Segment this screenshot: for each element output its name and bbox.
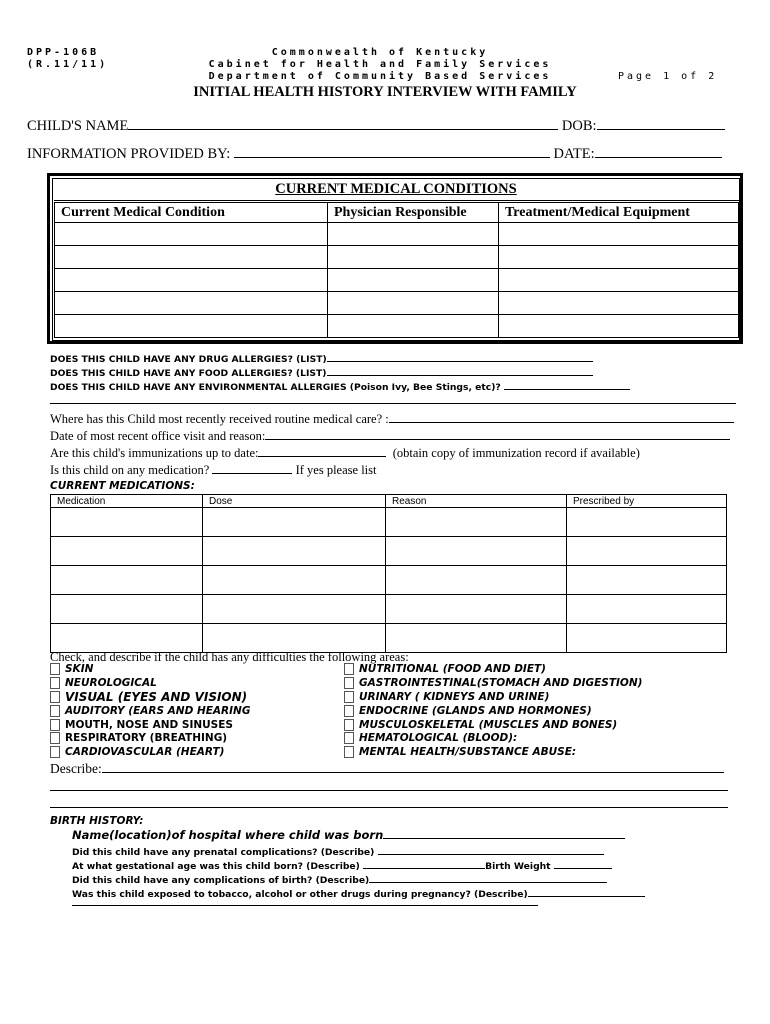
checkbox-label: GASTROINTESTINAL(STOMACH AND DIGESTION) <box>359 677 643 689</box>
table-row <box>55 269 739 292</box>
table-cell[interactable] <box>386 624 567 653</box>
check-nutritional[interactable] <box>344 663 546 675</box>
table-cell[interactable] <box>51 566 203 595</box>
dob-field[interactable] <box>597 117 725 130</box>
col-medical-condition: Current Medical Condition <box>55 202 328 223</box>
food-allergies-row <box>50 366 593 379</box>
table-cell[interactable] <box>328 269 499 292</box>
table-cell[interactable] <box>51 537 203 566</box>
col-reason: Reason <box>386 495 567 508</box>
table-cell[interactable] <box>203 595 386 624</box>
form-revision: (R.11/11) <box>27 59 109 70</box>
allergies-extra-line[interactable] <box>50 403 736 404</box>
table-cell[interactable] <box>328 246 499 269</box>
org-line-2: Cabinet for Health and Family Services <box>208 59 552 70</box>
table-cell[interactable] <box>386 537 567 566</box>
checkbox-label: MUSCULOSKELETAL (MUSCLES AND BONES) <box>359 719 618 731</box>
table-cell[interactable] <box>51 595 203 624</box>
routine-care-field[interactable] <box>389 412 734 423</box>
environmental-allergies-row <box>50 380 630 393</box>
routine-care-label: Where has this Child most recently received routine medical care? : <box>50 412 389 426</box>
table-cell[interactable] <box>499 292 739 315</box>
medical-conditions-table <box>54 200 739 338</box>
prenatal-row <box>72 845 604 858</box>
medical-conditions-heading: CURRENT MEDICAL CONDITIONS <box>275 181 517 197</box>
checkbox-label: NUTRITIONAL (FOOD AND DIET) <box>359 663 546 675</box>
check-cardiovascular[interactable] <box>50 746 224 758</box>
describe-line-3[interactable] <box>50 807 728 808</box>
immunizations-label: Are this child's immunizations up to date: <box>50 446 259 460</box>
table-cell[interactable] <box>567 508 727 537</box>
drug-allergies-label: DOES THIS CHILD HAVE ANY DRUG ALLERGIES? (LIST) <box>50 354 327 365</box>
childs-name-label: CHILD'S NAME <box>27 118 129 134</box>
checkbox[interactable] <box>344 663 354 675</box>
exposure-row <box>72 887 645 900</box>
table-cell[interactable] <box>55 246 328 269</box>
table-cell[interactable] <box>499 315 739 338</box>
routine-care-row <box>50 412 734 427</box>
table-row <box>51 595 727 624</box>
table-row <box>55 315 739 338</box>
check-urinary[interactable] <box>344 691 549 703</box>
checkbox-label: AUDITORY (EARS AND HEARING <box>65 705 251 717</box>
prenatal-field[interactable] <box>378 845 604 855</box>
recent-visit-field[interactable] <box>265 429 730 440</box>
exposure-line-2[interactable] <box>72 905 538 906</box>
org-line-3: Department of Community Based Services <box>208 71 552 82</box>
page-title: INITIAL HEALTH HISTORY INTERVIEW WITH FAMILY <box>193 84 577 100</box>
info-provided-label: INFORMATION PROVIDED BY: <box>27 146 231 162</box>
checkbox-label: CARDIOVASCULAR (HEART) <box>65 746 225 758</box>
table-row <box>55 246 739 269</box>
table-row <box>51 624 727 653</box>
info-provided-field[interactable] <box>234 145 550 158</box>
table-cell[interactable] <box>386 566 567 595</box>
check-mental-health[interactable] <box>344 746 576 758</box>
check-hematological[interactable] <box>344 732 517 744</box>
current-medications-table <box>50 494 727 653</box>
checkbox-label: MENTAL HEALTH/SUBSTANCE ABUSE: <box>359 746 577 758</box>
checkbox[interactable] <box>344 705 354 717</box>
hospital-row <box>72 828 625 842</box>
exposure-label: Was this child exposed to tobacco, alcohol or other drugs during pregnancy? (Describe) <box>72 889 528 900</box>
table-cell[interactable] <box>567 537 727 566</box>
drug-allergies-field[interactable] <box>327 352 593 362</box>
check-skin[interactable] <box>50 663 93 675</box>
checkbox[interactable] <box>344 746 354 758</box>
date-label: DATE: <box>553 146 595 162</box>
check-respiratory[interactable] <box>50 732 227 744</box>
gestational-field[interactable] <box>363 859 485 869</box>
col-treatment: Treatment/Medical Equipment <box>499 202 739 223</box>
check-mouth-nose[interactable] <box>50 719 233 731</box>
checkbox-label: RESPIRATORY (BREATHING) <box>65 732 228 744</box>
table-cell[interactable] <box>499 246 739 269</box>
complications-row <box>72 873 607 886</box>
dob-label: DOB: <box>561 118 597 134</box>
table-cell[interactable] <box>55 269 328 292</box>
recent-visit-label: Date of most recent office visit and reason: <box>50 429 266 443</box>
describe-line-2[interactable] <box>50 790 728 791</box>
describe-label: Describe: <box>50 761 102 776</box>
check-visual[interactable] <box>50 690 247 704</box>
check-endocrine[interactable] <box>344 705 592 717</box>
page-number: Page 1 of 2 <box>618 71 718 82</box>
checkbox-label: MOUTH, NOSE AND SINUSES <box>65 719 233 731</box>
checkbox-label: HEMATOLOGICAL (BLOOD): <box>359 732 518 744</box>
recent-visit-row <box>50 429 730 444</box>
date-field[interactable] <box>595 145 722 158</box>
check-auditory[interactable] <box>50 705 250 717</box>
birth-history-heading: BIRTH HISTORY: <box>50 815 144 827</box>
checkbox[interactable] <box>50 732 60 744</box>
table-cell[interactable] <box>567 595 727 624</box>
table-row <box>51 537 727 566</box>
medication-question: Is this child on any medication? <box>50 463 210 477</box>
checkbox[interactable] <box>50 691 60 703</box>
hospital-label: Name(location)of hospital where child was born <box>72 828 384 842</box>
check-neurological[interactable] <box>50 677 157 689</box>
col-physician: Physician Responsible <box>328 202 499 223</box>
table-cell[interactable] <box>203 624 386 653</box>
table-row <box>51 508 727 537</box>
checkbox[interactable] <box>344 677 354 689</box>
childs-name-field[interactable] <box>128 117 558 130</box>
describe-row <box>50 761 724 777</box>
table-cell[interactable] <box>55 315 328 338</box>
table-cell[interactable] <box>567 624 727 653</box>
current-medications-heading: CURRENT MEDICATIONS: <box>50 480 195 492</box>
table-cell[interactable] <box>55 223 328 246</box>
table-cell[interactable] <box>328 315 499 338</box>
col-prescribed-by: Prescribed by <box>567 495 727 508</box>
exposure-field[interactable] <box>528 887 645 897</box>
checkbox-label: VISUAL (EYES AND VISION) <box>65 690 248 704</box>
checkbox-label: URINARY ( KIDNEYS AND URINE) <box>359 691 550 703</box>
table-cell[interactable] <box>567 566 727 595</box>
col-dose: Dose <box>203 495 386 508</box>
checkbox[interactable] <box>50 719 60 731</box>
table-cell[interactable] <box>55 292 328 315</box>
check-gastrointestinal[interactable] <box>344 677 642 689</box>
hospital-field[interactable] <box>383 828 625 839</box>
checkbox[interactable] <box>344 732 354 744</box>
gestational-row <box>72 859 612 872</box>
table-cell[interactable] <box>203 508 386 537</box>
checkbox-label: SKIN <box>65 663 94 675</box>
table-cell[interactable] <box>328 223 499 246</box>
table-cell[interactable] <box>386 508 567 537</box>
table-row <box>55 292 739 315</box>
table-cell[interactable] <box>499 223 739 246</box>
table-cell[interactable] <box>51 508 203 537</box>
describe-field[interactable] <box>102 761 724 773</box>
immunizations-row <box>50 446 640 461</box>
checkbox[interactable] <box>344 719 354 731</box>
checkbox[interactable] <box>50 677 60 689</box>
birth-weight-label: Birth Weight <box>485 861 551 872</box>
medication-row <box>50 463 376 478</box>
form-code: DPP-106B <box>27 47 100 58</box>
checkbox[interactable] <box>50 746 60 758</box>
gestational-label: At what gestational age was this child born? (Describe) <box>72 861 360 872</box>
table-cell[interactable] <box>203 566 386 595</box>
org-line-1: Commonwealth of Kentucky <box>271 47 489 58</box>
check-musculoskeletal[interactable] <box>344 719 617 731</box>
table-cell[interactable] <box>51 624 203 653</box>
checkbox[interactable] <box>50 705 60 717</box>
difficulties-intro: Check, and describe if the child has any difficulties the following areas: <box>50 650 409 664</box>
complications-field[interactable] <box>369 873 607 883</box>
environmental-allergies-field[interactable] <box>504 380 630 390</box>
food-allergies-field[interactable] <box>327 366 593 376</box>
table-cell[interactable] <box>386 595 567 624</box>
checkbox[interactable] <box>344 691 354 703</box>
drug-allergies-row <box>50 352 593 365</box>
checkbox-label: NEUROLOGICAL <box>65 677 157 689</box>
table-cell[interactable] <box>203 537 386 566</box>
info-provided-row <box>27 145 722 163</box>
table-cell[interactable] <box>499 269 739 292</box>
food-allergies-label: DOES THIS CHILD HAVE ANY FOOD ALLERGIES? (LIST) <box>50 368 327 379</box>
birth-weight-field[interactable] <box>554 859 612 869</box>
table-row <box>51 566 727 595</box>
environmental-allergies-label: DOES THIS CHILD HAVE ANY ENVIRONMENTAL ALLERGIES (Poison Ivy, Bee Stings, etc)? <box>50 382 501 393</box>
medication-note: If yes please list <box>295 463 377 477</box>
childs-name-row <box>27 117 725 135</box>
col-medication: Medication <box>51 495 203 508</box>
table-row <box>55 223 739 246</box>
prenatal-label: Did this child have any prenatal complications? (Describe) <box>72 847 375 858</box>
checkbox[interactable] <box>50 663 60 675</box>
table-cell[interactable] <box>328 292 499 315</box>
medication-answer-field[interactable] <box>212 463 292 474</box>
complications-label: Did this child have any complications of birth? (Describe) <box>72 875 370 886</box>
checkbox-label: ENDOCRINE (GLANDS AND HORMONES) <box>359 705 592 717</box>
immunizations-field[interactable] <box>258 446 386 457</box>
immunizations-note: (obtain copy of immunization record if available) <box>392 446 640 460</box>
